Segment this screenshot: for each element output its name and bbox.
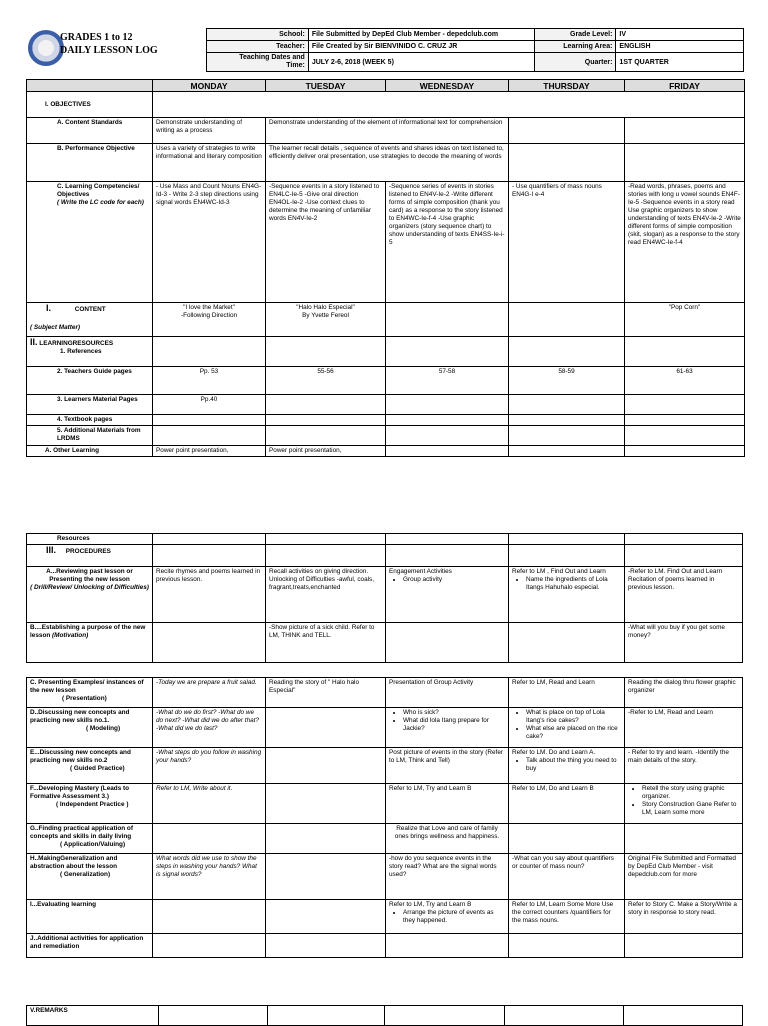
procedure-i-row	[27, 900, 743, 934]
procedure-e-label-cell	[27, 748, 153, 784]
procedures-label: PROCEDURES	[65, 548, 111, 555]
procedure-a-mon: Recite rhymes and poems learned in previous lesson.	[153, 567, 266, 623]
dates-value: JULY 2-6, 2018 (WEEK 5)	[308, 53, 534, 72]
other-mon: Power point presentation,	[153, 446, 266, 457]
subject-matter-note: ( Subject Matter)	[30, 324, 81, 331]
performance-tue: The learner recall details , sequence of events and shares ideas on text listened to, efficiently deliver oral presentation, use strategies to decode the meaning of words	[266, 144, 509, 182]
references-label: 1. References	[60, 348, 102, 355]
lesson-log-header	[26, 28, 744, 74]
content-row	[27, 303, 745, 337]
procedure-a-tue: Recall activities on giving direction. Unlocking of Difficulties -awful, coals, fragrant,treats,enchanted	[266, 567, 386, 623]
teachers-guide-row	[27, 367, 745, 395]
procedure-i-wed: Refer to LM, Try and Learn B • Arrange the picture of events as they happened.	[386, 900, 509, 934]
competencies-label-cell	[27, 182, 153, 303]
procedure-g-row	[27, 824, 743, 854]
competencies-fri: -Read words, phrases, poems and stories with long u vowel sounds EN4F-Ie-5 -Sequence events in a story read Use graphic organizers to show understanding of texts EN4V-Ie-2 -Write different forms of simple composition (skit, slogan) as a response to the story read EN4WC-Ie-f-4	[625, 182, 745, 303]
procedure-d-row	[27, 708, 743, 748]
procedure-e-mon: -What steps do you follow in washing your hands?	[153, 748, 266, 784]
performance-mon: Uses a variety of strategies to write informational and literary composition	[153, 144, 266, 182]
procedure-a-label-cell	[27, 567, 153, 623]
dates-label: Teaching Dates and Time:	[207, 53, 309, 72]
competencies-thu: - Use quantifiers of mass nouns EN4G-I e-4	[509, 182, 625, 303]
procedure-a-row	[27, 567, 743, 623]
procedure-g-wed: Realize that Love and care of family ones brings wellness and happiness.	[386, 824, 509, 854]
content-standards-tue: Demonstrate understanding of the element of informational text for comprehension	[266, 118, 509, 144]
objectives-heading: I. OBJECTIVES	[27, 92, 153, 118]
procedures-roman: III.	[46, 545, 57, 555]
lesson-table-part-2	[26, 533, 743, 663]
corner-cell	[27, 80, 153, 92]
grade-value: IV	[616, 29, 744, 41]
procedure-h-label: H..MakingGeneralization and abstraction about the lesson	[30, 855, 118, 870]
procedure-c-label-cell	[27, 678, 153, 708]
competencies-tue: -Sequence events in a story listened to EN4LC-Ie-5 -Give oral direction EN4OL-Ie-2 -Use context clues to determine the meaning of unfamiliar words EN4V-Ie-2	[266, 182, 386, 303]
procedure-b-label: B....Establishing a purpose of the new lesson	[30, 624, 146, 639]
content-label-cell	[27, 303, 153, 337]
day-thursday: THURSDAY	[509, 80, 625, 92]
procedure-f-mon: Refer to LM, Write about it.	[153, 784, 266, 824]
competencies-note: ( Write the LC code for each)	[57, 199, 144, 206]
content-roman: I.	[46, 303, 52, 313]
procedure-h-wed: -how do you sequence events in the story read? What are the signal words used?	[386, 854, 509, 900]
quarter-value: 1ST QUARTER	[616, 53, 744, 72]
lesson-table-part-3	[26, 677, 743, 958]
textbook-row	[27, 415, 745, 426]
procedure-e-note: ( Guided Practice)	[70, 765, 125, 772]
procedure-c-label: C. Presenting Examples/ instances of the new lesson	[30, 679, 144, 694]
teacher-label: Teacher:	[207, 41, 309, 53]
procedure-a-fri: -Refer to LM. Find Out and Learn Recitation of poems learned in previous lesson.	[625, 567, 743, 623]
procedure-i-label: I...Evaluating learning	[27, 900, 153, 934]
competencies-label: C. Learning Competencies/ Objectives	[57, 183, 140, 198]
title-line-1: GRADES 1 to 12	[60, 32, 133, 43]
resources-row	[27, 337, 745, 367]
procedure-c-mon: -Today we are prepare a fruit salad.	[153, 678, 266, 708]
procedure-g-label-cell	[27, 824, 153, 854]
learners-material-row	[27, 395, 745, 415]
procedure-d-wed: • Who is sick? • What did lola Itang prepare for Jackie?	[386, 708, 509, 748]
quarter-label: Quarter:	[534, 53, 616, 72]
procedure-i-thu: Refer to LM, Learn Some More Use the correct counters /quantifiers for the mass nouns.	[509, 900, 625, 934]
teacher-value: File Created by Sir BIENVINIDO C. CRUZ JR	[308, 41, 534, 53]
grade-label: Grade Level:	[534, 29, 616, 41]
procedure-c-tue: Reading the story of " Halo halo Especial"	[266, 678, 386, 708]
days-header-row	[27, 80, 745, 92]
procedure-b-fri: -What will you buy if you get some money?	[625, 623, 743, 663]
teachers-guide-label: 2. Teachers Guide pages	[27, 367, 153, 395]
lesson-table-remarks	[26, 1005, 743, 1026]
day-friday: FRIDAY	[625, 80, 745, 92]
content-standards-label: A. Content Standards	[27, 118, 153, 144]
procedure-h-row	[27, 854, 743, 900]
tg-tue: 55-56	[266, 367, 386, 395]
procedure-h-note: ( Generalization)	[60, 871, 111, 878]
procedure-g-label: G..Finding practical application of concepts and skills in daily living	[30, 825, 133, 840]
procedure-j-row	[27, 934, 743, 958]
procedure-d-mon: -What do we do first? -What do we do next? -What did we do after that? -What did we do last?	[153, 708, 266, 748]
procedure-d-thu: • What is place on top of Lola Itang's rice cakes? • What else are placed on the rice cake?	[509, 708, 625, 748]
competencies-row	[27, 182, 745, 303]
procedure-c-wed: Presentation of Group Activity	[386, 678, 509, 708]
procedure-h-mon: What words did we use to show the steps in washing your hands? What is signal words?	[153, 854, 266, 900]
procedure-a-note: ( Drill/Review/ Unlocking of Difficulties)	[30, 584, 149, 591]
procedure-a-wed: Engagement Activities • Group activity	[386, 567, 509, 623]
procedure-d-fri: -Refer to LM, Read and Learn	[625, 708, 743, 748]
procedure-e-fri: - Refer to try and learn. -Identify the main details of the story.	[625, 748, 743, 784]
resources-label-cell	[27, 337, 153, 367]
procedure-d-label-cell	[27, 708, 153, 748]
procedure-c-thu: Refer to LM, Read and Learn	[509, 678, 625, 708]
performance-label: B. Performance Objective	[27, 144, 153, 182]
resources-continued-row	[27, 534, 743, 545]
content-fri: "Pop Corn"	[625, 303, 745, 337]
procedure-b-label-cell	[27, 623, 153, 663]
procedure-h-label-cell	[27, 854, 153, 900]
procedure-c-row	[27, 678, 743, 708]
resources-roman: II.	[30, 337, 38, 347]
resources-continued-label: Resources	[27, 534, 153, 545]
procedure-j-label: J..Additional activities for application and remediation	[27, 934, 153, 958]
procedure-i-fri: Refer to Story C. Make a Story/Write a story in response to story read.	[625, 900, 743, 934]
day-wednesday: WEDNESDAY	[386, 80, 509, 92]
procedure-h-fri: Original File Submitted and Formatted by DepEd Club Member - visit depedclub.com for more	[625, 854, 743, 900]
resources-label: LEARNINGRESOURCES	[39, 340, 114, 347]
procedures-heading-cell	[27, 545, 153, 567]
day-tuesday: TUESDAY	[266, 80, 386, 92]
header-info-table	[206, 28, 744, 72]
content-standards-row	[27, 118, 745, 144]
competencies-mon: - Use Mass and Count Nouns EN4G-Id-3 - Write 2-3 step directions using signal words EN4WC-Id-3	[153, 182, 266, 303]
procedure-f-row	[27, 784, 743, 824]
procedure-a-label: A...Reviewing past lesson or Presenting the new lesson	[46, 568, 133, 583]
area-label: Learning Area:	[534, 41, 616, 53]
procedure-f-label: F...Developing Mastery (Leads to Formative Assessment 3.)	[30, 785, 130, 800]
remarks-row	[27, 1006, 743, 1026]
procedure-f-note: ( Independent Practice )	[56, 801, 129, 808]
procedures-heading-row	[27, 545, 743, 567]
content-standards-mon: Demonstrate understanding of writing as a process	[153, 118, 266, 144]
procedure-c-note: ( Presentation)	[62, 695, 107, 702]
procedure-f-label-cell	[27, 784, 153, 824]
other-learning-row	[27, 446, 745, 457]
competencies-wed: -Sequence series of events in stories listened to EN4V-Ie-2 -Write different forms of simple composition (thank you card) as a response to the story listened to EN4WC-Ie-f-4 -Use graphic organizers (story sequence chart) to show understanding of texts EN4SS-Ie-i-5	[386, 182, 509, 303]
tg-fri: 61-63	[625, 367, 745, 395]
school-value: File Submitted by DepEd Club Member - depedclub.com	[308, 29, 534, 41]
content-label: CONTENT	[74, 306, 106, 313]
lesson-table-part-1	[26, 79, 745, 457]
area-value: ENGLISH	[616, 41, 744, 53]
additional-materials-row	[27, 426, 745, 446]
procedure-f-thu: Refer to LM, Do and Learn B	[509, 784, 625, 824]
lm-mon: Pp.40	[153, 395, 266, 415]
school-label: School:	[207, 29, 309, 41]
procedure-b-note: (Motivation)	[52, 632, 89, 639]
objectives-heading-row	[27, 92, 745, 118]
procedure-h-thu: -What can you say about quantifiers or counter of mass noun?	[509, 854, 625, 900]
remarks-label: V.REMARKS	[27, 1006, 159, 1026]
procedure-f-fri: • Retell the story using graphic organizer. • Story Construction Gane Refer to LM, Learn some more	[625, 784, 743, 824]
procedure-a-thu: Refer to LM , Find Out and Learn • Name the ingredients of Lola Itangs Hahuhalo especial.	[509, 567, 625, 623]
procedure-c-fri: Reading the dialog thru flower graphic organizer	[625, 678, 743, 708]
procedure-e-label: E...Discussing new concepts and practicing new skills no.2	[30, 749, 131, 764]
content-mon: "I love the Market" -Following Direction	[153, 303, 266, 337]
other-tue: Power point presentation,	[266, 446, 386, 457]
procedure-e-thu: Refer to LM. Do and Learn A. • Talk about the thing you need to buy	[509, 748, 625, 784]
content-tue: "Halo Halo Especial" By Yvette Fereol	[266, 303, 386, 337]
tg-mon: Pp. 53	[153, 367, 266, 395]
procedure-b-row	[27, 623, 743, 663]
performance-row	[27, 144, 745, 182]
procedure-e-wed: Post picture of events in the story (Refer to LM, Think and Tell)	[386, 748, 509, 784]
learners-material-label: 3. Learners Material Pages	[27, 395, 153, 415]
other-learning-label: A. Other Learning	[27, 446, 153, 457]
day-monday: MONDAY	[153, 80, 266, 92]
procedure-d-note: ( Modeling)	[86, 725, 121, 732]
tg-wed: 57-58	[386, 367, 509, 395]
procedure-g-note: ( Application/Valuing)	[60, 841, 126, 848]
title-line-2: DAILY LESSON LOG	[60, 45, 158, 56]
procedure-b-tue: -Show picture of a sick child. Refer to LM, THINK and TELL.	[266, 623, 386, 663]
tg-thu: 58-59	[509, 367, 625, 395]
textbook-label: 4. Textbook pages	[27, 415, 153, 426]
procedure-e-row	[27, 748, 743, 784]
procedure-d-label: D..Discussing new concepts and practicing new skills no.1.	[30, 709, 130, 724]
procedure-f-wed: Refer to LM, Try and Learn B	[386, 784, 509, 824]
deped-seal-icon	[28, 30, 64, 66]
additional-materials-label: 5. Additional Materials from LRDMS	[27, 426, 153, 446]
